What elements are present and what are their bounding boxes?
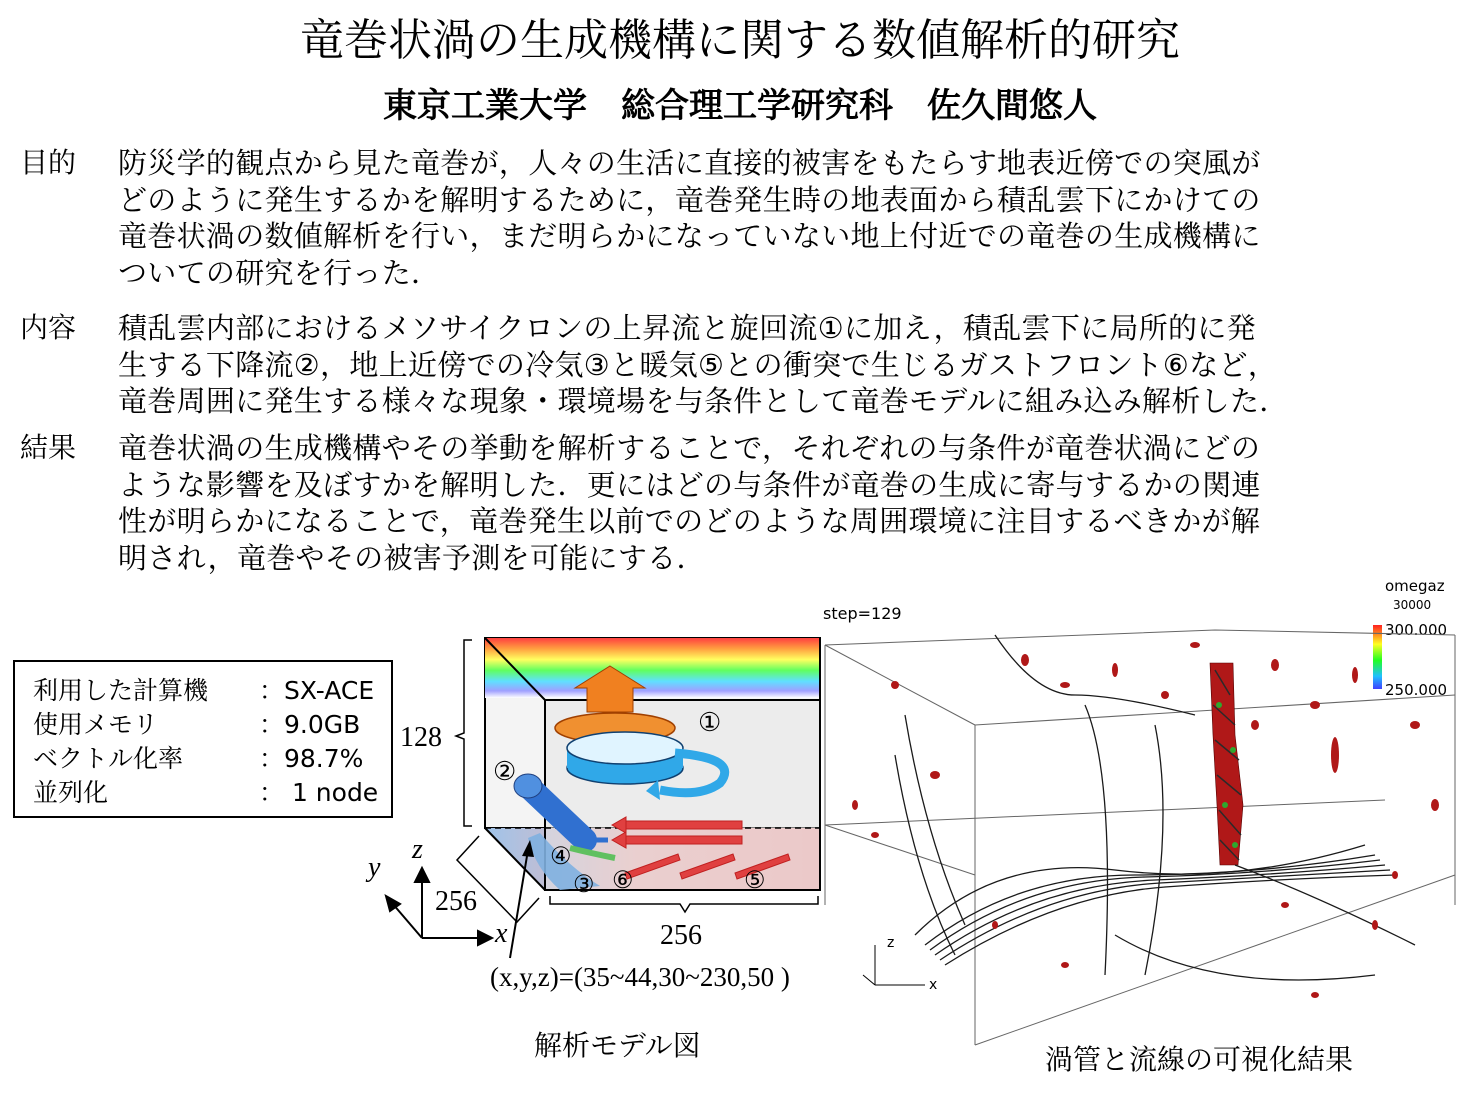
spec-row: [33, 776, 391, 810]
viz-axis-x: x: [929, 977, 938, 993]
author-affiliation: 東京工業大学 総合理工学研究科 佐久間悠人: [383, 86, 1097, 126]
spec-row: [33, 708, 391, 742]
visualization-figure: [815, 575, 1470, 1053]
section-content: [20, 310, 1460, 425]
body-line: 竜巻周囲に発生する様々な現象・環境場を与条件として竜巻モデルに組み込み解析した．: [118, 384, 1289, 418]
analysis-model-figure: [360, 628, 830, 1000]
page-title: 竜巻状渦の生成機構に関する数値解析的研究: [300, 15, 1180, 66]
label-1: ①: [698, 708, 722, 737]
body-line: 明され，竜巻やその被害予測を可能にする．: [118, 540, 706, 575]
spec-row: [33, 674, 391, 708]
downdraft-cylinder: [514, 774, 542, 798]
computer-spec-box: [13, 660, 393, 818]
dim-depth: 256: [435, 886, 477, 917]
body-line: 積乱雲内部におけるメソサイクロンの上昇流と旋回流①に加え，積乱雲下に局所的に発: [118, 311, 1256, 345]
body-line: どのように発生するかを解明するために，竜巻発生時の地表面から積乱雲下にかけての: [118, 182, 1261, 217]
streamlines: [895, 635, 1415, 980]
viz-figure-caption: 渦管と流線の可視化結果: [1045, 1043, 1354, 1076]
colorbar-min: 250.000: [1385, 681, 1448, 699]
colorbar-subtitle: 30000: [1393, 598, 1432, 612]
colorbar-title: omegaz: [1385, 577, 1445, 595]
viz-axis-triad: [863, 945, 925, 985]
colorbar: [1373, 625, 1382, 689]
section-label: 結果: [20, 431, 77, 464]
viz-axis-z: z: [887, 935, 895, 951]
spec-key: ベクトル化率: [33, 744, 184, 773]
body-line: 竜巻状渦の生成機構やその挙動を解析することで，それぞれの与条件が竜巻状渦にどの: [118, 431, 1261, 465]
spec-key: 使用メモリ: [33, 710, 159, 739]
colorbar-max: 300.000: [1385, 621, 1448, 639]
axis-y: y: [368, 852, 381, 883]
spec-value: ：98.7%: [259, 744, 364, 773]
body-line: 防災学的観点から見た竜巻が，人々の生活に直接的被害をもたらす地表近傍での突風が: [118, 146, 1261, 180]
spec-value: ：9.0GB: [259, 710, 361, 739]
coords-label: (x,y,z)=(35~44,30~230,50 ): [490, 962, 790, 992]
section-body: [118, 310, 1458, 420]
body-line: 生する下降流②，地上近傍での冷気③と暖気⑤との衝突で生じるガストフロント⑥など，: [118, 347, 1278, 382]
body-line: ついての研究を行った．: [118, 255, 441, 290]
label-6: ⑥: [612, 868, 634, 894]
dim-height: 128: [400, 722, 442, 753]
section-body: [118, 430, 1458, 576]
label-4: ④: [550, 844, 572, 870]
spec-key: 並列化: [33, 778, 109, 807]
label-2: ②: [493, 757, 517, 786]
dim-width: 256: [660, 920, 702, 951]
step-label: step=129: [823, 604, 902, 623]
body-line: 竜巻状渦の数値解析を行い，まだ明らかになっていない地上付近での竜巻の生成機構に: [118, 219, 1261, 253]
domain-box: [825, 630, 1455, 1045]
body-line: ような影響を及ぼすかを解明した．更にはどの与条件が竜巻の生成に寄与するかの関連: [118, 467, 1261, 502]
vortex-tube: [1210, 663, 1243, 865]
axis-z: z: [412, 834, 423, 865]
label-5: ⑤: [744, 868, 766, 894]
rotation-ring: [567, 732, 683, 764]
body-line: 性が明らかになることで，竜巻発生以前でのどのような周囲環境に注目するべきかが解: [118, 504, 1261, 538]
spec-value: ： 1 node: [259, 778, 379, 807]
spec-key: 利用した計算機: [33, 676, 209, 705]
axis-x: x: [495, 918, 508, 949]
section-purpose: [20, 145, 1460, 295]
section-label: 目的: [20, 146, 77, 179]
section-body: [118, 145, 1458, 291]
spec-value: ：SX-ACE: [259, 676, 375, 705]
section-label: 内容: [20, 311, 77, 344]
section-result: [20, 430, 1460, 580]
label-3: ③: [573, 872, 595, 898]
spec-row: [33, 742, 391, 776]
model-figure-caption: 解析モデル図: [534, 1029, 701, 1062]
